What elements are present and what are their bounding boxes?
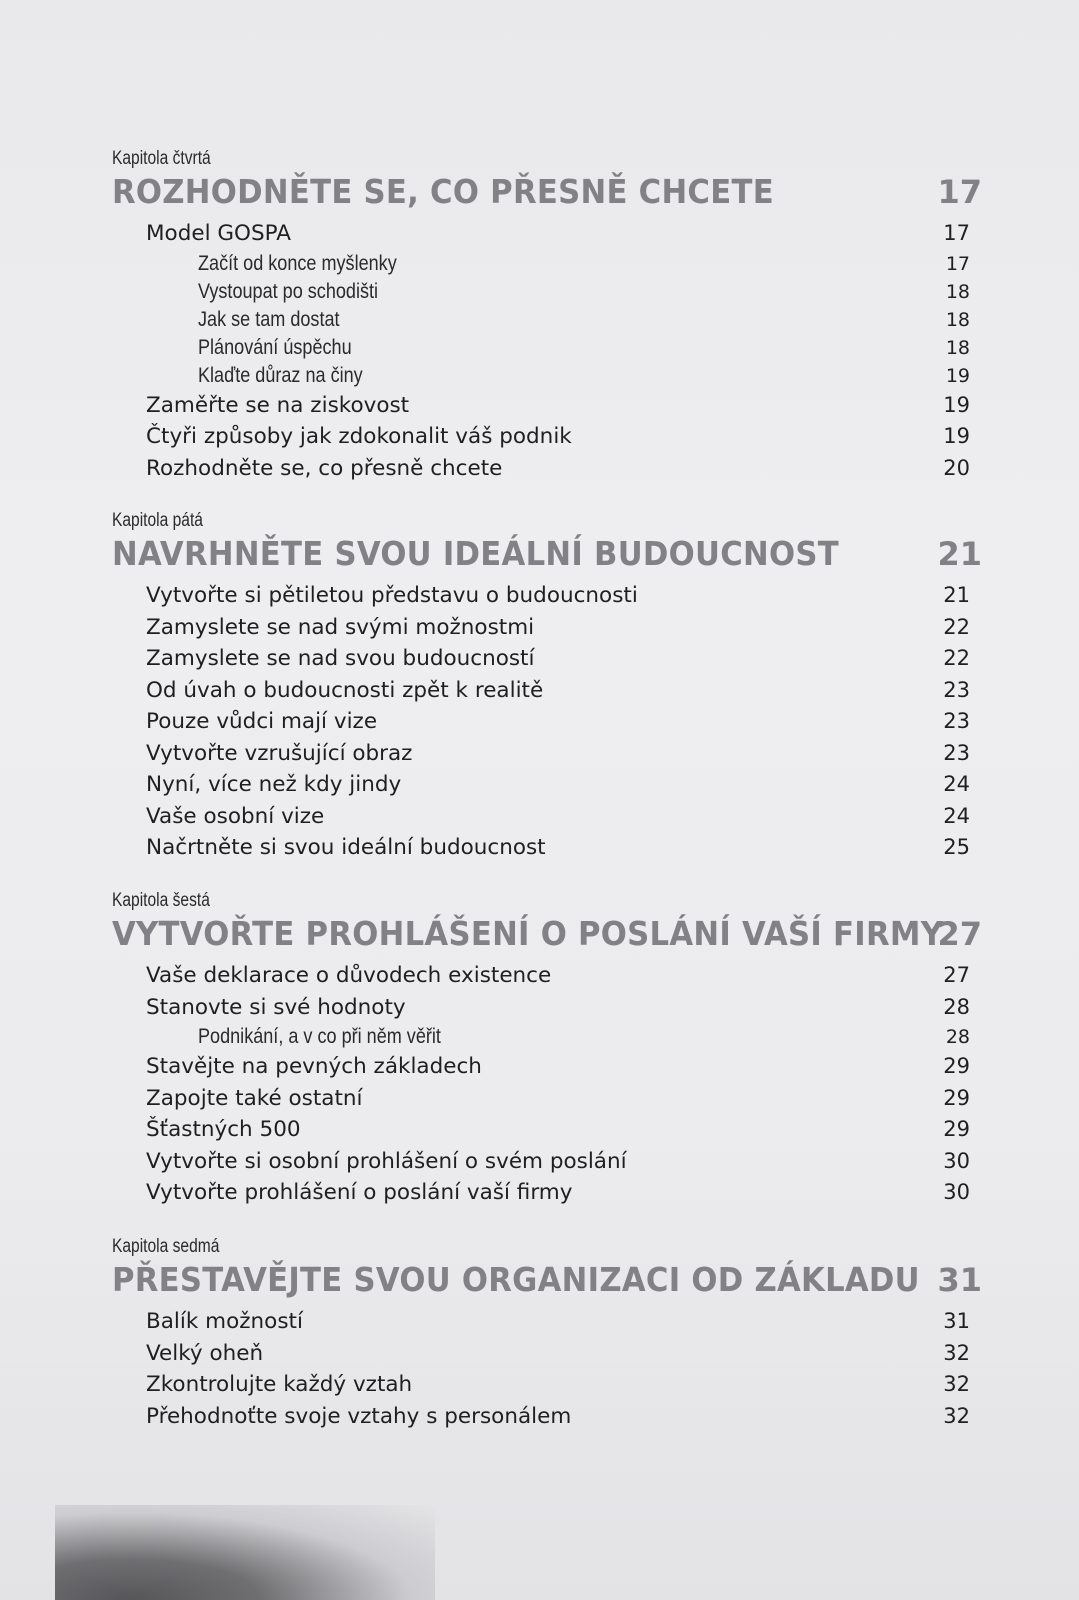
toc-entry	[112, 1369, 1002, 1401]
entry-title: Vystoupat po schodišti	[198, 279, 379, 303]
entry-page-number: 23	[943, 740, 970, 765]
toc-entry	[112, 1146, 1002, 1178]
chapter-heading	[112, 1260, 1002, 1304]
entry-page-number: 32	[943, 1372, 970, 1396]
entry-title: Vytvořte si pětiletou představu o budoucnosti	[146, 583, 638, 608]
entry-page-number: 23	[943, 677, 970, 702]
entry-page-number: 18	[945, 336, 970, 359]
entry-title: Vytvořte prohlášení o poslání vaší firmy	[146, 1180, 573, 1205]
toc-subentry	[112, 306, 1002, 334]
toc-subentry	[112, 278, 1002, 306]
entry-page-number: 27	[943, 963, 970, 987]
entry-list	[112, 960, 1002, 1209]
chapter-section	[112, 148, 1002, 484]
chapter-heading	[112, 534, 1002, 578]
entry-page-number: 22	[943, 614, 970, 639]
entry-list	[112, 218, 1002, 484]
toc-entry	[112, 832, 1002, 864]
toc-subentry	[112, 334, 1002, 362]
toc-entry	[112, 706, 1002, 738]
entry-page-number: 28	[943, 994, 970, 1019]
toc-entry	[112, 960, 1002, 992]
entry-page-number: 30	[943, 1180, 970, 1204]
entry-page-number: 24	[943, 772, 970, 796]
entry-page-number: 22	[943, 646, 970, 670]
entry-title: Vytvořte si osobní prohlášení o svém poslání	[146, 1148, 627, 1174]
entry-page-number: 24	[943, 803, 970, 828]
entry-page-number: 28	[945, 1026, 970, 1048]
toc-entry	[112, 1051, 1002, 1083]
entry-title: Rozhodněte se, co přesně chcete	[146, 455, 503, 481]
toc-entry	[112, 992, 1002, 1024]
entry-title: Klaďte důraz na činy	[198, 363, 363, 387]
entry-page-number: 30	[943, 1148, 970, 1173]
entry-page-number: 20	[943, 455, 970, 480]
chapter-page-number: 31	[937, 1261, 982, 1299]
toc-entry	[112, 643, 1002, 675]
entry-title: Zamyslete se nad svými možnostmi	[146, 614, 535, 640]
chapter-title: NAVRHNĚTE SVOU IDEÁLNÍ BUDOUCNOST	[112, 534, 839, 573]
chapter-section	[112, 510, 1002, 864]
toc-entry	[112, 801, 1002, 833]
entry-title: Zkontrolujte každý vztah	[146, 1372, 413, 1397]
toc-subentry	[112, 1023, 1002, 1051]
toc-entry	[112, 1338, 1002, 1370]
entry-page-number: 18	[945, 308, 970, 331]
entry-title: Šťastných 500	[146, 1117, 301, 1142]
toc-entry	[112, 769, 1002, 801]
entry-title: Začít od konce myšlenky	[198, 251, 397, 275]
entry-title: Pouze vůdci mají vize	[146, 709, 378, 734]
toc-entry	[112, 1177, 1002, 1209]
entry-page-number: 18	[945, 280, 970, 303]
entry-title: Velký oheň	[146, 1340, 264, 1366]
entry-page-number: 29	[943, 1054, 970, 1078]
toc-entry	[112, 675, 1002, 707]
entry-page-number: 19	[945, 364, 970, 387]
entry-title: Jak se tam dostat	[198, 307, 340, 331]
toc-entry	[112, 421, 1002, 453]
entry-title: Stanovte si své hodnoty	[146, 994, 406, 1020]
entry-title: Model GOSPA	[146, 221, 291, 246]
entry-page-number: 19	[943, 424, 970, 448]
entry-title: Přehodnoťte svoje vztahy s personálem	[146, 1403, 572, 1429]
entry-title: Plánování úspěchu	[198, 335, 352, 359]
entry-title: Vaše deklarace o důvodech existence	[146, 963, 552, 988]
toc-entry	[112, 1306, 1002, 1338]
toc-entry	[112, 390, 1002, 422]
toc-subentry	[112, 362, 1002, 390]
toc-entry	[112, 1083, 1002, 1115]
entry-page-number: 32	[943, 1403, 970, 1428]
toc-entry	[112, 1401, 1002, 1433]
chapter-page-number: 21	[937, 535, 982, 573]
entry-page-number: 29	[943, 1117, 970, 1141]
toc-entry	[112, 580, 1002, 612]
chapter-title: PŘESTAVĚJTE SVOU ORGANIZACI OD ZÁKLADU	[112, 1260, 920, 1299]
entry-title: Načrtněte si svou ideální budoucnost	[146, 835, 546, 860]
entry-list	[112, 1306, 1002, 1432]
page-shadow	[55, 1505, 435, 1600]
entry-title: Vytvořte vzrušující obraz	[146, 740, 413, 766]
entry-page-number: 17	[943, 221, 970, 245]
chapter-page-number: 17	[937, 173, 982, 211]
entry-page-number: 21	[943, 583, 970, 607]
toc-entry	[112, 453, 1002, 485]
toc-subentry	[112, 250, 1002, 278]
entry-page-number: 19	[943, 392, 970, 417]
entry-title: Zamyslete se nad svou budoucností	[146, 646, 535, 671]
toc-entry	[112, 738, 1002, 770]
entry-list	[112, 580, 1002, 864]
toc-entry	[112, 218, 1002, 250]
chapter-section	[112, 890, 1002, 1209]
entry-page-number: 32	[943, 1340, 970, 1365]
entry-title: Od úvah o budoucnosti zpět k realitě	[146, 677, 544, 703]
chapter-page-number: 27	[937, 915, 982, 953]
entry-title: Vaše osobní vize	[146, 803, 325, 829]
chapter-section	[112, 1236, 1002, 1432]
entry-title: Zapojte také ostatní	[146, 1085, 363, 1111]
toc-entry	[112, 1114, 1002, 1146]
entry-title: Stavějte na pevných základech	[146, 1054, 482, 1079]
entry-title: Nyní, více než kdy jindy	[146, 772, 402, 797]
entry-title: Zaměřte se na ziskovost	[146, 392, 410, 418]
chapter-heading	[112, 172, 1002, 216]
chapter-heading	[112, 914, 1002, 958]
entry-page-number: 31	[943, 1309, 970, 1333]
entry-title: Podnikání, a v co při něm věřit	[198, 1025, 441, 1048]
chapter-label: Kapitola pátá	[112, 510, 203, 531]
entry-page-number: 29	[943, 1085, 970, 1110]
chapter-label: Kapitola sedmá	[112, 1236, 220, 1257]
entry-page-number: 25	[943, 835, 970, 859]
chapter-label: Kapitola šestá	[112, 890, 210, 911]
toc-entry	[112, 612, 1002, 644]
entry-page-number: 23	[943, 709, 970, 733]
entry-title: Čtyři způsoby jak zdokonalit váš podnik	[146, 424, 572, 449]
entry-page-number: 17	[945, 252, 970, 275]
chapter-title: ROZHODNĚTE SE, CO PŘESNĚ CHCETE	[112, 172, 774, 211]
entry-title: Balík možností	[146, 1309, 303, 1334]
chapter-label: Kapitola čtvrtá	[112, 148, 211, 169]
chapter-title: VYTVOŘTE PROHLÁŠENÍ O POSLÁNÍ VAŠÍ FIRMY	[112, 914, 944, 953]
